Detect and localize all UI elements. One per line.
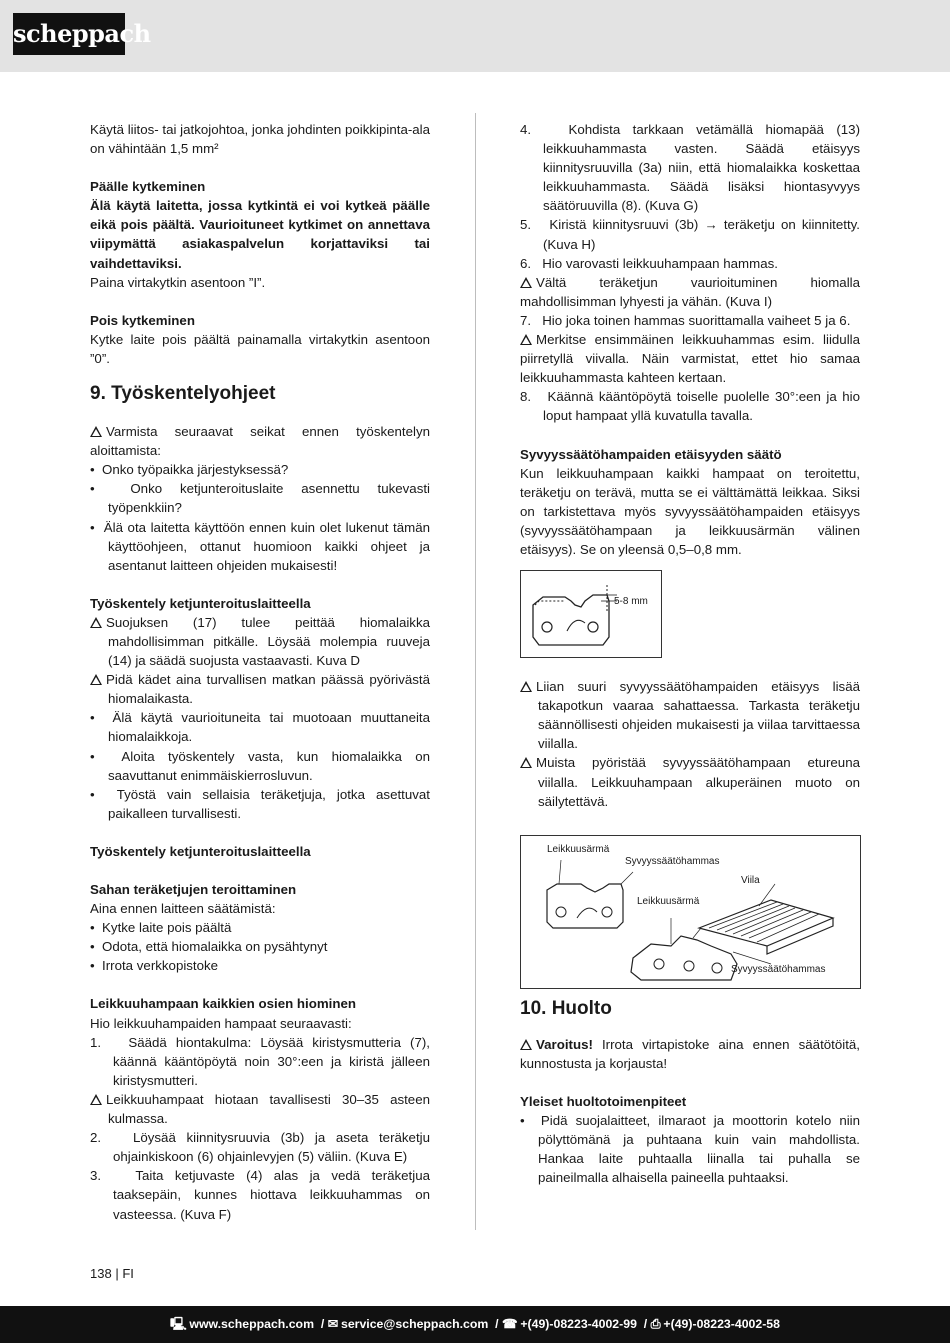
- warning-icon: [520, 277, 532, 288]
- work-bullet: • Työstä vain sellaisia teräketjuja, jotka asettuvat paikalleen turvallisesti.: [90, 786, 430, 821]
- work-bullet: • Aloita työskentely vasta, kun hiomalaikka on saavuttanut enimmäiskierrosluvun.: [90, 748, 431, 783]
- label-cutting-edge-2: Leikkuusärmä: [637, 895, 700, 907]
- page-footer: 🖳 www.scheppach.com / ✉ service@scheppach.com / ☎ +(49)-08223-4002-99 / ⎙ +(49)-08223-4002-58: [0, 1306, 950, 1343]
- fax-icon: ⎙: [650, 1317, 661, 1331]
- step-6: 6. Hio varovasti leikkuuhampaan hammas.: [520, 255, 778, 271]
- sharpen-bullet: • Kytke laite pois päältä: [90, 920, 232, 936]
- warning-icon: [520, 1039, 532, 1050]
- phone-icon: ☎: [502, 1317, 518, 1331]
- warning-7: Merkitse ensimmäinen leikkuuhammas esim. liidulla piirretyllä viivalla. Näin varmistat, ettet hio samaa leikkuuhammasta kahteen kertaan.: [520, 332, 860, 386]
- grind-text: Hio leikkuuhampaiden hampaat seuraavasti:: [90, 1015, 352, 1031]
- s9-warning: Varmista seuraavat seikat ennen työskentelyn aloittamista:: [90, 424, 430, 459]
- depth-gauge-figure: [520, 570, 662, 658]
- off-heading: Pois kytkeminen: [90, 312, 195, 328]
- off-text: Kytke laite pois päältä painamalla virtakytkin asentoon ”0”.: [90, 331, 430, 366]
- page-number: 138 | FI: [90, 1266, 134, 1281]
- label-depth-gauge-2: Syvyyssäätöhammas: [731, 963, 826, 975]
- section-9-title: 9. Työskentelyohjeet: [90, 383, 276, 405]
- step-warning: Leikkuuhampaat hiotaan tavallisesti 30–35 asteen kulmassa.: [90, 1090, 430, 1128]
- section-10-title: 10. Huolto: [520, 997, 612, 1019]
- sharpen-bullet: • Odota, että hiomalaikka on pysähtynyt: [90, 939, 328, 955]
- s9-bullet: • Onko ketjunteroituslaite asennettu tukevasti työpenkkiin?: [90, 481, 430, 516]
- warning-6: Vältä teräketjun vaurioituminen hiomalla mahdollisimman lyhyesti ja vähän. (Kuva I): [520, 274, 860, 309]
- step-7: 7. Hio joka toinen hammas suorittamalla vaiheet 5 ja 6.: [520, 312, 851, 328]
- warning-icon: [520, 334, 532, 345]
- warning-icon: [90, 617, 102, 628]
- label-cutting-edge: Leikkuusärmä: [547, 843, 610, 855]
- mail-icon: ✉: [327, 1317, 338, 1331]
- on-text: Paina virtakytkin asentoon ”I”.: [90, 274, 266, 290]
- warning-icon: [520, 681, 532, 692]
- intro-text: Käytä liitos- tai jatkojohtoa, jonka johdinten poikkipinta-ala on vähintään 1,5 mm²: [90, 122, 431, 157]
- sharpen-heading: Sahan teräketjujen teroittaminen: [90, 882, 297, 897]
- label-file: Viila: [741, 874, 760, 886]
- step-8: 8. Käännä kääntöpöytä toiselle puolelle 30°:een ja hio loput hampaat yllä kuvatulla tavalla.: [520, 389, 860, 424]
- file-sharpening-figure: [520, 835, 861, 989]
- depth-heading: Syvyyssäätöhampaiden etäisyyden säätö: [520, 446, 782, 462]
- work-warning: Suojuksen (17) tulee peittää hiomalaikka mahdollisimman pitkälle. Löysää molempia ruuveja (14) ja säädä suojusta vastaavasti. Kuva D: [90, 613, 430, 670]
- chain-tooth-drawing: [521, 571, 661, 657]
- step-2: 2. Löysää kiinnitysruuvia (3b) ja aseta teräketju ohjainkiskoon (6) ohjainlevyjen (5) väliin. (Kuva E): [90, 1130, 430, 1165]
- step-5: 5. Kiristä kiinnitysruuvi (3b) → teräketju on kiinnitetty. (Kuva H): [520, 217, 860, 252]
- s9-bullet: • Älä ota laitetta käyttöön ennen kuin olet lukenut tämän käyttöohjeen, ottanut huomioon kaikki ohjeet ja asentanut laitteen ohjeiden mukaisesti!: [90, 519, 431, 573]
- fax-number: +(49)-08223-4002-58: [663, 1317, 780, 1331]
- warning-icon: [90, 674, 102, 685]
- gauge-label: 5-8 mm: [614, 596, 648, 608]
- right-column: [520, 120, 860, 1187]
- step-4: 4. Kohdista tarkkaan vetämällä hiomapää (13) leikkuuhammasta vasten. Säädä etäisyys kiinnitysruuvilla (3a) niin, että hiomalaikka koskettaa leikkuuhammasta. Säädä lisäksi hiontasyvyys säätöruuvilla (8). (Kuva G): [520, 122, 860, 214]
- scheppach-logo: scheppach: [13, 13, 125, 55]
- page-header: [0, 0, 950, 72]
- on-heading: Päälle kytkeminen: [90, 179, 206, 195]
- warning-10: Varoitus! Irrota virtapistoke aina ennen säätötöitä, kunnostusta ja korjausta!: [520, 1036, 860, 1071]
- warning-icon: [90, 426, 102, 437]
- s9-bullet: • Onko työpaikka järjestyksessä?: [90, 462, 289, 478]
- on-warning: Älä käytä laitetta, jossa kytkintä ei voi kytkeä päälle eikä pois päältä. Vaurioituneet kytkimet on annettava viipymättä asiakaspalvelun korjattaviksi tai vaihdettaviksi.: [90, 198, 430, 271]
- grind-heading: Leikkuuhampaan kaikkien osien hiominen: [90, 996, 357, 1012]
- left-column: [90, 120, 430, 1224]
- email-link[interactable]: service@scheppach.com: [341, 1317, 489, 1331]
- label-depth-gauge: Syvyyssäätöhammas: [625, 855, 720, 867]
- work-bullet: • Älä käytä vaurioituneita tai muotoaan muuttaneita hiomalaikkoja.: [90, 710, 431, 745]
- warning-icon: [90, 1094, 102, 1105]
- step-3: 3. Taita ketjuvaste (4) alas ja vedä teräketjua taaksepäin, kunnes hiottava leikkuuhammas on vasteessa. (Kuva F): [90, 1168, 430, 1222]
- depth-warning-2: Muista pyöristää syvyyssäätöhampaan etureuna viilalla. Leikkuuhampaan alkuperäinen muoto on säilytettävä.: [520, 753, 860, 810]
- work-heading: Työskentely ketjunteroituslaitteella: [90, 595, 311, 611]
- sharpen-text: Aina ennen laitteen säätämistä:: [90, 901, 276, 917]
- work-warning: Pidä kädet aina turvallisen matkan päässä pyörivästä hiomalaikasta.: [90, 670, 430, 708]
- maintenance-bullet: • Pidä suojalaitteet, ilmaraot ja moottorin kotelo niin pölyttömänä ja puhtaana kuin vain mahdollista. Hankaa laite puhtaalla liinalla tai puhalla se paineilmalla alhaisella paineella puhtaaksi.: [520, 1113, 861, 1186]
- website-link[interactable]: www.scheppach.com: [189, 1317, 315, 1331]
- depth-text: Kun leikkuuhampaan kaikki hampaat on teroitettu, teräketju on terävä, mutta se ei välttämättä leikkaa. Siksi on tarkistettava myös syvyyssäätöhampaiden etäisyys (syvyyssäätöhampaan ja leikkuusärmän välinen etäisyys). Se on yleensä 0,5–0,8 mm.: [520, 465, 860, 557]
- column-divider: [475, 113, 476, 1230]
- warning-icon: [520, 757, 532, 768]
- computer-icon: 🖳: [170, 1317, 187, 1331]
- work-heading-2: Työskentely ketjunteroituslaitteella: [90, 843, 311, 859]
- phone-number: +(49)-08223-4002-99: [520, 1317, 637, 1331]
- depth-warning-1: Liian suuri syvyyssäätöhampaiden etäisyys lisää takapotkun vaaraa sahattaessa. Tarkasta teräketju säännöllisesti ohjeiden mukaisesti ja viilaa tarvittaessa viilalla.: [520, 677, 860, 753]
- step-1: 1. Säädä hiontakulma: Löysää kiristysmutteria (7), käännä kääntöpöytä noin 30°:een ja kiristä jälleen kiristysmutteri.: [90, 1034, 430, 1088]
- sharpen-bullet: • Irrota verkkopistoke: [90, 958, 219, 974]
- maintenance-heading: Yleiset huoltotoimenpiteet: [520, 1093, 687, 1109]
